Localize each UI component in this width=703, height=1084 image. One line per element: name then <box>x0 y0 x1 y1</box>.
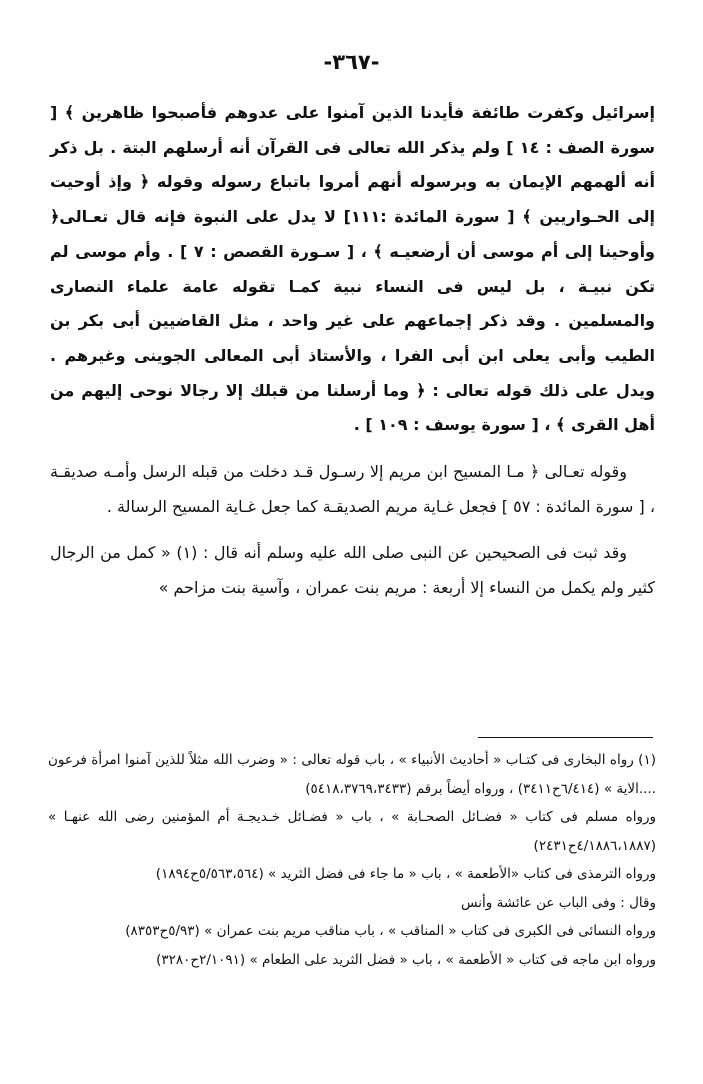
footnote-5: ورواه النسائى فى الكبرى فى كتاب « المناقب » ، باب مناقب مريم بنت عمران » (٥/٩٣ح٨٣٥٣) <box>125 923 656 939</box>
footnote-4: وقال : وفى الباب عن عائشة وأنس <box>461 894 656 911</box>
footnote-3: ورواه الترمذى فى كتاب «الأطعمة » ، باب « ما جاء فى فضل الثريد » (٥/٥٦٣،٥٦٤ح١٨٩٤) <box>155 866 656 882</box>
footnotes <box>48 746 656 974</box>
paragraph-2: وقوله تعـالى ﴿ مـا المسيح ابن مريم إلا رسـول قـد دخلت من قبله الرسل وأمـه صديقـة ، [ سورة المائدة : ٥٧ ] فجعل غـاية مريم الصديقـة كما جعل غـاية المسيح الرسالة . <box>50 462 655 516</box>
page-number: -٣٦٧- <box>323 50 380 74</box>
paragraph-1: إسرائيل وكفرت طائفة فأيدنا الذين آمنوا على عدوهم فأصبحوا ظاهرين ﴾ [ سورة الصف : ١٤ ] ولم يذكر الله تعالى فى القرآن أنه أرسلهم البتة . بل ذكر أنه ألهمهم الإيمان به وبرسوله أنهم أمروا باتباع رسوله وقوله ﴿ وإذ أوحيت إلى الحـواريين ﴾ [ سورة المائدة :١١١] لا يدل على النبوة فإنه قال تعـالى﴿ وأوحينا إلى أم موسى أن أرضعيـه ﴾ ، [ سـورة القصص : ٧ ] . وأم موسى لم تكن نبيـة ، بل ليس فى النساء نبية كمـا تقوله عامة علماء النصارى والمسلمين . وقد ذكر إجماعهم على غير واحد ، مثل القاضيين أبى بكر بن الطيب وأبى يعلى ابن أبى الفرا ، والأستاذ أبى المعالى الجوينى وغيرهم . ويدل على ذلك قوله تعالى : ﴿ وما أرسلنا من قبلك إلا رجالا نوحى إليهم من أهل القرى ﴾ ، [ سورة يوسف : ١٠٩ ] . <box>50 103 656 435</box>
main-text <box>50 96 655 606</box>
footnote-6: ورواه ابن ماجه فى كتاب « الأطعمة » ، باب « فضل الثريد على الطعام » (٢/١٠٩١ح٣٢٨٠) <box>156 951 656 968</box>
paragraph-3: وقد ثبت فى الصحيحين عن النبى صلى الله عليه وسلم أنه قال : (١) « كمل من الرجال كثير ولم يكمل من النساء إلا أربعة : مريم بنت عمران ، وآسية بنت مزاحم » <box>50 543 655 598</box>
footnote-2: ورواه مسلم فى كتاب « فضـائل الصحـابة » ، باب « فضـائل خـديجـة أم المؤمنين رضى الله عنهـا » (٤/١٨٨٦،١٨٨٧ح٢٤٣١) <box>48 809 656 854</box>
footnote-separator <box>478 737 653 738</box>
footnote-1: (١) رواه البخارى فى كتـاب « أحاديث الأنبياء » ، باب قوله تعالى : « وضرب الله مثلاً للذين آمنوا امرأة فرعون ....الاية » (٦/٤١٤ح٣٤١١) ، ورواه أيضاً برقم (٥٤١٨،٣٧٦٩،٣٤٣٣) <box>48 752 656 797</box>
